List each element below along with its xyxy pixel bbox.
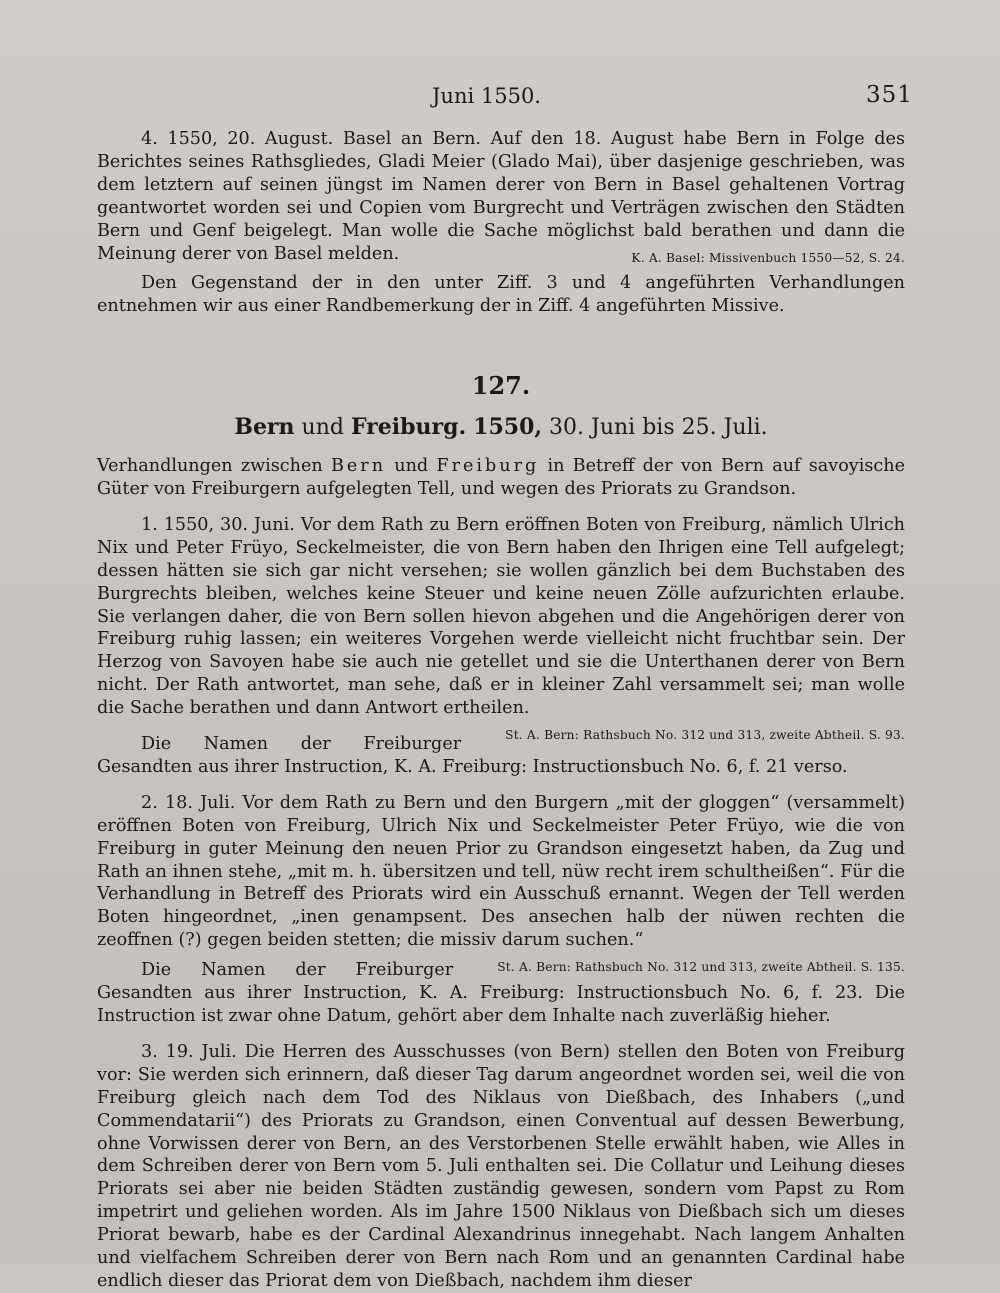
running-head <box>0 84 1000 114</box>
entry-3-paragraph: 3. 19. Juli. Die Herren des Ausschusses (von Bern) stellen den Boten von Freiburg vor: Sie werden sich erinnern, daß dieser Tag darum angeordnet worden sei, weil die von Freiburg gleich nach dem Tod des Niklaus von Dießbach, des Inhabers („und Commendatarii“) des Priorats zu Grandson, einen Conventual auf dessen Bewerbung, ohne Vorwissen derer von Bern, an des Verstorbenen Stelle erwählt haben, wie Alles in dem Schreiben derer von Bern vom 5. Juli enthalten sei. Die Collatur und Leihung dieses Priorats sei aber nie beiden Städten zuständig gewesen, sondern vom Papst zu Rom impetrirt und geliehen worden. Als im Jahre 1500 Niklaus von Dießbach sich um dieses Priorat bewarb, habe es der Cardinal Alexandrinus innegehabt. Nach langem Anhalten und vielfachem Schreiben derer von Bern nach Rom und an genannten Cardinal habe endlich dieser das Priorat dem von Dießbach, nachdem ihm dieser <box>97 1041 905 1291</box>
margin-note-paragraph: Den Gegenstand der in den unter Ziff. 3 und 4 angeführten Verhandlungen entnehmen wir aus einer Randbemerkung der in Ziff. 4 angeführten Missive. <box>97 273 905 317</box>
summary-bern: Bern <box>330 456 387 477</box>
document-number: 127. <box>471 371 531 401</box>
document-heading <box>97 416 905 440</box>
summary-rest: in Betreff der von Bern auf savoyische Güter von Freiburgern aufgelegten Tell, und wegen des Priorats zu Grandson. <box>97 456 905 499</box>
page-number: 351 <box>866 82 913 108</box>
document-summary <box>97 455 905 501</box>
summary-intro: Verhandlungen zwischen <box>97 456 323 477</box>
summary-freiburg: Freiburg <box>436 456 540 477</box>
entry-1-source: St. A. Bern: Rathsbuch No. 312 und 313, zweite Abtheil. S. 93. <box>505 728 905 743</box>
summary-und: und <box>394 456 429 477</box>
entry-4-text: 4. 1550, 20. August. Basel an Bern. Auf den 18. August habe Bern in Folge des Berichtes seines Rathsgliedes, Gladi Meier (Glado Mai), über dasjenige geschrieben, was dem letztern auf seinen jüngst im Namen derer von Bern in Basel gehaltenen Vortrag geantwortet worden sei und Copien vom Burgrecht und Verträgen zwischen den Städten Bern und Genf beigelegt. Man wolle die Sache möglichst bald berathen und dann die Meinung derer von Basel melden. <box>97 129 905 264</box>
entry-1-text: 1. 1550, 30. Juni. Vor dem Rath zu Bern eröffnen Boten von Freiburg, nämlich Ulrich Nix und Peter Früyo, Seckelmeister, die von Bern haben den Ihrigen eine Tell aufgelegt; dessen hätten sie sich gar nicht versehen; sie wollen gänzlich bei dem Buchstaben des Burgrechts bleiben, welches keine Steuer und keine neuen Zölle aufzurichten erlaube. Sie verlangen daher, die von Bern sollen hievon abgehen und die Angehörigen derer von Freiburg ruhig lassen; ein weiteres Vorgehen werde vielleicht nicht fruchtbar sein. Der Herzog von Savoyen habe sie auch nie getellet und sie die Unterthanen derer von Bern nicht. Der Rath antwortet, man sehe, daß er in kleiner Zahl versammelt sei; man wolle die Sache berathen und dann Antwort ertheilen. <box>97 514 905 719</box>
heading-dates: 30. Juni bis 25. Juli. <box>549 415 768 441</box>
entry-2-text: 2. 18. Juli. Vor dem Rath zu Bern und den Burgern „mit der gloggen“ (versammelt) eröffnen Boten von Freiburg, Ulrich Nix und Seckelmeister Peter Früyo, wie die von Freiburg in guter Meinung den neuen Prior zu Grandson eingesetzt haben, da Zug und Rath an ihnen stehe, „mit m. h. übersitzen und tell, nüw recht irem schultheißen“. Für die Verhandlung in Betreff des Priorats wird ein Ausschuß ernannt. Wegen der Tell werden Boten hingeordnet, „inen genampsent. Des ansechen halb der nüwen rechten die zeoffnen (?) gegen beiden stetten; die missiv darum suchen.“ <box>97 792 905 951</box>
entry-1-paragraph <box>97 514 905 743</box>
running-head-title: Juni 1550. <box>432 84 541 108</box>
entry-2-source: St. A. Bern: Rathsbuch No. 312 und 313, zweite Abtheil. S. 135. <box>497 960 905 975</box>
heading-und: und <box>301 415 344 441</box>
heading-freiburg: Freiburg. <box>350 414 467 441</box>
entry-1-note: Die Namen der Freiburger Gesandten aus ihrer Instruction, K. A. Freiburg: Instructionsbuch No. 6, f. 21 verso. <box>97 734 848 777</box>
entry-2-note: Die Namen der Freiburger Gesandten aus ihrer Instruction, K. A. Freiburg: Instructionsbuch No. 6, f. 23. Die Instruction ist zwar ohne Datum, gehört aber dem Inhalte nach zuverläßig hieher. <box>97 960 905 1026</box>
entry-4-paragraph <box>97 128 905 265</box>
heading-bern: Bern <box>234 414 295 441</box>
entry-4-source: K. A. Basel: Missivenbuch 1550—52, S. 24. <box>631 250 905 265</box>
page-body <box>97 128 905 1293</box>
entry-2-paragraph <box>97 792 905 975</box>
heading-year: 1550, <box>473 414 543 441</box>
